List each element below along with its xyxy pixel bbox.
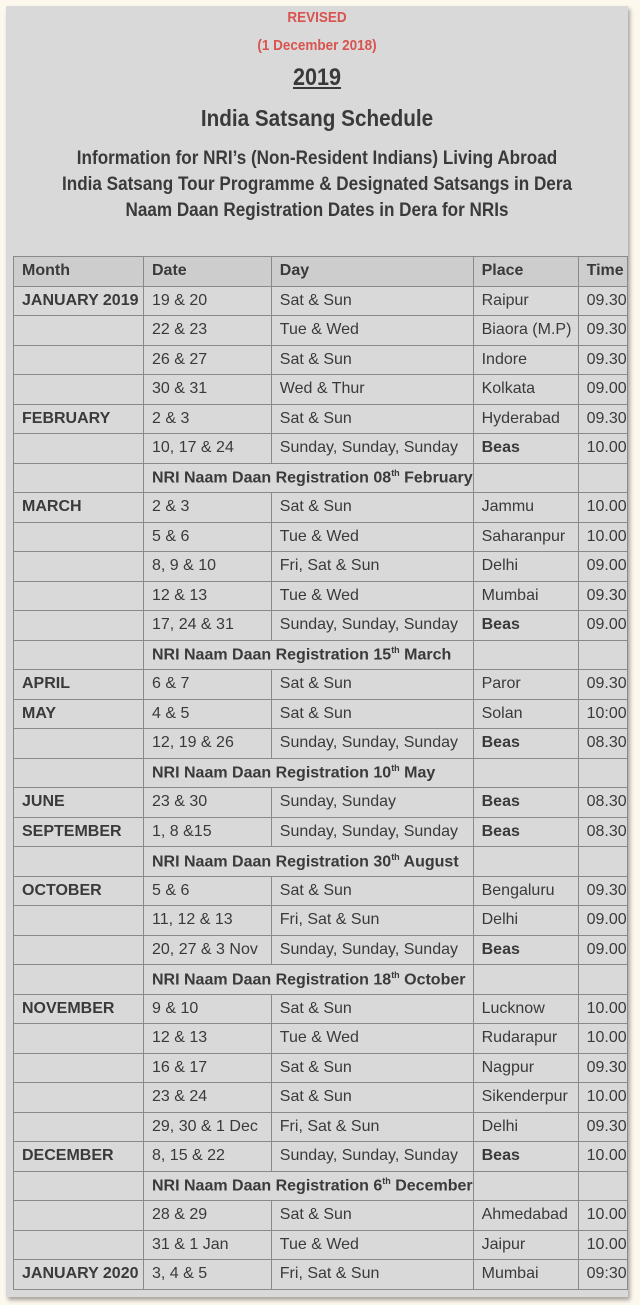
registration-note	[144, 847, 474, 877]
day-cell: Sat & Sun	[271, 876, 473, 906]
month-cell: FEBRUARY	[14, 404, 144, 434]
page-title: India Satsang Schedule	[200, 105, 434, 131]
day-cell: Fri, Sat & Sun	[271, 906, 473, 936]
place-cell: Delhi	[473, 1112, 578, 1142]
registration-row	[14, 965, 628, 995]
table-row	[14, 1260, 628, 1290]
table-row	[14, 1142, 628, 1172]
month-cell	[14, 729, 144, 759]
day-cell: Tue & Wed	[271, 581, 473, 611]
place-cell: Raipur	[473, 286, 578, 316]
day-cell: Fri, Sat & Sun	[271, 1260, 473, 1290]
place-cell: Bengaluru	[473, 876, 578, 906]
registration-row	[14, 1171, 628, 1201]
time-cell: 09.30	[578, 670, 627, 700]
month-cell	[14, 522, 144, 552]
time-cell: 09.00	[578, 552, 627, 582]
year-heading: 2019	[292, 64, 342, 91]
day-cell: Sat & Sun	[271, 286, 473, 316]
time-cell: 08.30	[578, 729, 627, 759]
ordinal-suffix: th	[391, 969, 400, 980]
table-row	[14, 493, 628, 523]
time-cell: 09.00	[578, 611, 627, 641]
day-cell: Fri, Sat & Sun	[271, 552, 473, 582]
place-cell	[473, 463, 578, 493]
registration-note	[144, 463, 474, 493]
registration-note	[144, 1171, 474, 1201]
date-cell: 5 & 6	[144, 522, 272, 552]
place-cell: Solan	[473, 699, 578, 729]
registration-row	[14, 640, 628, 670]
month-cell: MARCH	[14, 493, 144, 523]
ordinal-suffix: th	[391, 851, 400, 862]
day-cell: Sunday, Sunday, Sunday	[271, 817, 473, 847]
month-cell	[14, 463, 144, 493]
month-cell	[14, 1083, 144, 1113]
time-cell: 10.00	[578, 522, 627, 552]
date-cell: 9 & 10	[144, 994, 272, 1024]
date-cell: 5 & 6	[144, 876, 272, 906]
schedule-document	[6, 6, 628, 1297]
time-cell: 09.00	[578, 375, 627, 405]
time-cell	[578, 463, 627, 493]
month-cell: JANUARY 2019	[14, 286, 144, 316]
day-cell: Sunday, Sunday, Sunday	[271, 1142, 473, 1172]
time-cell	[578, 847, 627, 877]
table-row	[14, 729, 628, 759]
month-cell	[14, 935, 144, 965]
registration-row	[14, 758, 628, 788]
date-cell: 4 & 5	[144, 699, 272, 729]
registration-text: NRI Naam Daan Registration 18	[152, 970, 392, 988]
place-cell: Paror	[473, 670, 578, 700]
place-cell: Rudarapur	[473, 1024, 578, 1054]
date-cell: 16 & 17	[144, 1053, 272, 1083]
date-cell: 19 & 20	[144, 286, 272, 316]
revision-date: (1 December 2018)	[257, 37, 377, 54]
table-row	[14, 935, 628, 965]
month-cell	[14, 847, 144, 877]
day-cell: Sat & Sun	[271, 670, 473, 700]
table-row	[14, 1112, 628, 1142]
place-cell: Indore	[473, 345, 578, 375]
time-cell: 09:30	[578, 1260, 627, 1290]
registration-month: December	[390, 1177, 473, 1195]
table-row	[14, 552, 628, 582]
time-cell: 10.00	[578, 1142, 627, 1172]
month-cell	[14, 581, 144, 611]
place-cell: Mumbai	[473, 1260, 578, 1290]
revised-label: REVISED	[287, 9, 347, 26]
subtitle-line: Naam Daan Registration Dates in Dera for NRIs	[125, 200, 509, 221]
time-cell: 09.30	[578, 1053, 627, 1083]
subtitle-line: India Satsang Tour Programme & Designated Satsangs in Dera	[62, 174, 572, 195]
ordinal-suffix: th	[382, 1176, 391, 1187]
registration-month: February	[399, 469, 473, 487]
table-row	[14, 286, 628, 316]
table-row	[14, 434, 628, 464]
place-cell: Delhi	[473, 906, 578, 936]
date-cell: 1, 8 &15	[144, 817, 272, 847]
month-cell	[14, 1112, 144, 1142]
place-cell: Beas	[473, 788, 578, 818]
subtitle	[37, 146, 597, 224]
day-cell: Sat & Sun	[271, 493, 473, 523]
month-cell: SEPTEMBER	[14, 817, 144, 847]
table-row	[14, 1201, 628, 1231]
time-cell: 09.30	[578, 316, 627, 346]
month-cell	[14, 906, 144, 936]
month-cell: APRIL	[14, 670, 144, 700]
time-cell	[578, 965, 627, 995]
registration-text: NRI Naam Daan Registration 15	[152, 646, 392, 664]
table-row	[14, 581, 628, 611]
place-cell: Jammu	[473, 493, 578, 523]
day-cell: Sat & Sun	[271, 345, 473, 375]
place-cell: Hyderabad	[473, 404, 578, 434]
day-cell: Sunday, Sunday, Sunday	[271, 434, 473, 464]
table-row	[14, 345, 628, 375]
place-cell	[473, 1171, 578, 1201]
place-cell: Ahmedabad	[473, 1201, 578, 1231]
month-cell	[14, 611, 144, 641]
table-row	[14, 522, 628, 552]
month-cell	[14, 375, 144, 405]
time-cell: 10.00	[578, 1230, 627, 1260]
place-cell: Beas	[473, 611, 578, 641]
place-cell: Delhi	[473, 552, 578, 582]
time-cell: 10.00	[578, 1201, 627, 1231]
place-cell: Biaora (M.P)	[473, 316, 578, 346]
time-cell: 08.30	[578, 817, 627, 847]
date-cell: 28 & 29	[144, 1201, 272, 1231]
month-cell	[14, 640, 144, 670]
date-cell: 2 & 3	[144, 493, 272, 523]
column-header-time: Time	[578, 257, 627, 287]
month-cell	[14, 1201, 144, 1231]
schedule-table	[13, 256, 628, 1290]
registration-note	[144, 640, 474, 670]
table-row	[14, 404, 628, 434]
date-cell: 29, 30 & 1 Dec	[144, 1112, 272, 1142]
day-cell: Sat & Sun	[271, 1083, 473, 1113]
date-cell: 23 & 30	[144, 788, 272, 818]
date-cell: 2 & 3	[144, 404, 272, 434]
column-header-month: Month	[14, 257, 144, 287]
table-row	[14, 788, 628, 818]
registration-text: NRI Naam Daan Registration 6	[152, 1177, 383, 1195]
month-cell	[14, 316, 144, 346]
column-header-place: Place	[473, 257, 578, 287]
table-row	[14, 670, 628, 700]
place-cell: Mumbai	[473, 581, 578, 611]
time-cell: 09.30	[578, 286, 627, 316]
registration-text: NRI Naam Daan Registration 30	[152, 852, 392, 870]
place-cell	[473, 758, 578, 788]
date-cell: 3, 4 & 5	[144, 1260, 272, 1290]
date-cell: 12 & 13	[144, 581, 272, 611]
month-cell: MAY	[14, 699, 144, 729]
time-cell: 09.30	[578, 1112, 627, 1142]
date-cell: 11, 12 & 13	[144, 906, 272, 936]
place-cell: Kolkata	[473, 375, 578, 405]
place-cell: Beas	[473, 434, 578, 464]
month-cell: JUNE	[14, 788, 144, 818]
month-cell	[14, 965, 144, 995]
registration-month: March	[399, 646, 452, 664]
month-cell	[14, 1053, 144, 1083]
registration-month: May	[399, 764, 436, 782]
time-cell: 09.30	[578, 581, 627, 611]
day-cell: Sat & Sun	[271, 404, 473, 434]
ordinal-suffix: th	[391, 468, 400, 479]
date-cell: 26 & 27	[144, 345, 272, 375]
registration-text: NRI Naam Daan Registration 08	[152, 469, 392, 487]
day-cell: Tue & Wed	[271, 316, 473, 346]
day-cell: Sat & Sun	[271, 994, 473, 1024]
date-cell: 31 & 1 Jan	[144, 1230, 272, 1260]
date-cell: 17, 24 & 31	[144, 611, 272, 641]
place-cell: Saharanpur	[473, 522, 578, 552]
table-row	[14, 1230, 628, 1260]
place-cell: Beas	[473, 935, 578, 965]
table-row	[14, 994, 628, 1024]
day-cell: Tue & Wed	[271, 522, 473, 552]
date-cell: 12, 19 & 26	[144, 729, 272, 759]
registration-text: NRI Naam Daan Registration 10	[152, 764, 392, 782]
time-cell: 10:00	[578, 699, 627, 729]
time-cell	[578, 640, 627, 670]
month-cell	[14, 345, 144, 375]
month-cell: OCTOBER	[14, 876, 144, 906]
column-header-date: Date	[144, 257, 272, 287]
table-row	[14, 906, 628, 936]
date-cell: 30 & 31	[144, 375, 272, 405]
month-cell: DECEMBER	[14, 1142, 144, 1172]
registration-note	[144, 758, 474, 788]
registration-month: August	[399, 852, 459, 870]
month-cell	[14, 758, 144, 788]
registration-row	[14, 463, 628, 493]
time-cell	[578, 758, 627, 788]
day-cell: Tue & Wed	[271, 1230, 473, 1260]
table-row	[14, 611, 628, 641]
month-cell	[14, 552, 144, 582]
month-cell	[14, 1024, 144, 1054]
registration-row	[14, 847, 628, 877]
registration-note	[144, 965, 474, 995]
day-cell: Sat & Sun	[271, 1053, 473, 1083]
ordinal-suffix: th	[391, 645, 400, 656]
day-cell: Sunday, Sunday	[271, 788, 473, 818]
time-cell: 09.30	[578, 404, 627, 434]
month-cell: NOVEMBER	[14, 994, 144, 1024]
month-cell	[14, 1171, 144, 1201]
subtitle-line: Information for NRI’s (Non-Resident Indians) Living Abroad	[76, 148, 558, 169]
date-cell: 22 & 23	[144, 316, 272, 346]
place-cell: Jaipur	[473, 1230, 578, 1260]
time-cell: 09.00	[578, 935, 627, 965]
time-cell: 10.00	[578, 434, 627, 464]
place-cell: Sikenderpur	[473, 1083, 578, 1113]
date-cell: 8, 9 & 10	[144, 552, 272, 582]
time-cell: 08.30	[578, 788, 627, 818]
table-row	[14, 316, 628, 346]
day-cell: Sat & Sun	[271, 1201, 473, 1231]
column-header-day: Day	[271, 257, 473, 287]
place-cell	[473, 847, 578, 877]
table-row	[14, 1024, 628, 1054]
month-cell	[14, 434, 144, 464]
day-cell: Sunday, Sunday, Sunday	[271, 611, 473, 641]
table-row	[14, 1053, 628, 1083]
date-cell: 20, 27 & 3 Nov	[144, 935, 272, 965]
place-cell: Beas	[473, 817, 578, 847]
table-row	[14, 876, 628, 906]
day-cell: Sunday, Sunday, Sunday	[271, 729, 473, 759]
time-cell	[578, 1171, 627, 1201]
place-cell	[473, 640, 578, 670]
date-cell: 12 & 13	[144, 1024, 272, 1054]
time-cell: 10.00	[578, 1024, 627, 1054]
date-cell: 23 & 24	[144, 1083, 272, 1113]
time-cell: 10.00	[578, 994, 627, 1024]
day-cell: Fri, Sat & Sun	[271, 1112, 473, 1142]
place-cell: Beas	[473, 729, 578, 759]
month-cell	[14, 1230, 144, 1260]
date-cell: 6 & 7	[144, 670, 272, 700]
day-cell: Tue & Wed	[271, 1024, 473, 1054]
place-cell: Lucknow	[473, 994, 578, 1024]
day-cell: Sat & Sun	[271, 699, 473, 729]
table-row	[14, 817, 628, 847]
day-cell: Sunday, Sunday, Sunday	[271, 935, 473, 965]
time-cell: 09.30	[578, 345, 627, 375]
table-row	[14, 375, 628, 405]
date-cell: 8, 15 & 22	[144, 1142, 272, 1172]
table-row	[14, 699, 628, 729]
place-cell: Beas	[473, 1142, 578, 1172]
place-cell	[473, 965, 578, 995]
table-row	[14, 1083, 628, 1113]
time-cell: 09.30	[578, 876, 627, 906]
registration-month: October	[399, 970, 466, 988]
ordinal-suffix: th	[391, 763, 400, 774]
month-cell: JANUARY 2020	[14, 1260, 144, 1290]
day-cell: Wed & Thur	[271, 375, 473, 405]
time-cell: 09.00	[578, 906, 627, 936]
place-cell: Nagpur	[473, 1053, 578, 1083]
time-cell: 10.00	[578, 1083, 627, 1113]
table-header-row	[14, 257, 628, 287]
time-cell: 10.00	[578, 493, 627, 523]
date-cell: 10, 17 & 24	[144, 434, 272, 464]
